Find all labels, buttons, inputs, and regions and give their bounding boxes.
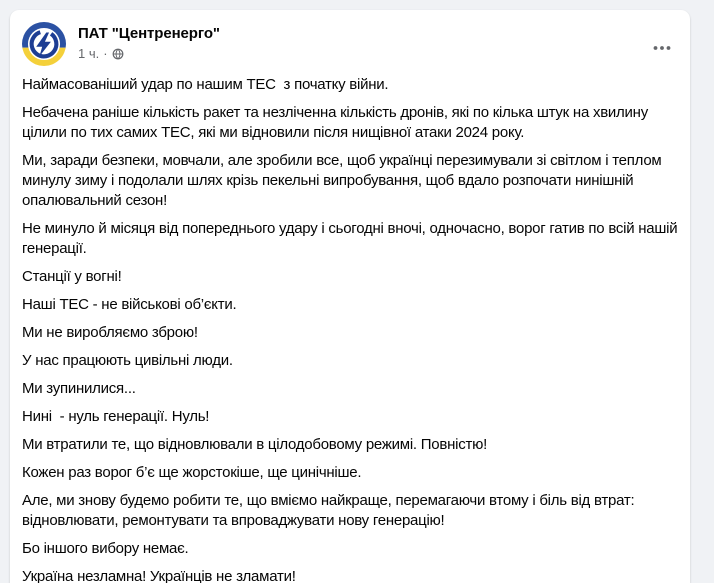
post-header — [10, 10, 690, 66]
post-paragraph: Не минуло й місяця від попереднього удару і сьогодні вночі, одночасно, ворог гатив по всій нашій генерації. — [22, 220, 682, 257]
post-paragraph: Україна незламна! Українців не зламати! — [22, 568, 296, 583]
post-paragraph: Бо іншого вибору немає. — [22, 540, 189, 557]
avatar[interactable] — [22, 22, 66, 66]
post-paragraph: Ми не виробляємо зброю! — [22, 324, 198, 341]
header-meta — [78, 22, 220, 62]
post-menu-button[interactable] — [644, 30, 680, 66]
post-meta — [78, 46, 220, 62]
post-paragraph: Станції у вогні! — [22, 268, 122, 285]
lightning-bolt-logo — [22, 22, 66, 66]
page-name-link[interactable]: ПАТ "Центренерго" — [78, 25, 220, 42]
post-paragraph: Ми зупинилися... — [22, 380, 136, 397]
post-card — [10, 10, 690, 583]
meta-separator: · — [103, 46, 108, 61]
post-paragraph: Але, ми знову будемо робити те, що вміємо найкраще, перемагаючи втому і біль від втрат: відновлювати, ремонтувати та впроваджувати нову генерацію! — [22, 492, 639, 529]
post-paragraph: Нині - нуль генерації. Нуль! — [22, 408, 210, 425]
post-paragraph: Ми, заради безпеки, мовчали, але зробили все, щоб українці перезимували зі світлом і теплом минулу зиму і подолали шлях крізь пекельні випробування, щоб вдало розпочати нинішній опалювальний сезон! — [22, 152, 666, 209]
globe-icon — [112, 48, 124, 60]
post-paragraph: Ми втратили те, що відновлювали в цілодобовому режимі. Повністю! — [22, 436, 487, 453]
post-paragraph: У нас працюють цивільні люди. — [22, 352, 233, 369]
post-paragraph: Наші ТЕС - не військові об’єкти. — [22, 296, 237, 313]
post-paragraph: Кожен раз ворог б’є ще жорстокіше, ще цинічніше. — [22, 464, 362, 481]
post-body — [10, 66, 690, 583]
ellipsis-icon — [652, 38, 672, 58]
post-paragraph: Наймасованіший удар по нашим ТЕС з початку війни. — [22, 76, 389, 93]
post-paragraph: Небачена раніше кількість ракет та незліченна кількість дронів, які по кілька штук на хвилину цілили по тих самих ТЕС, які ми відновили після нищівної атаки 2024 року. — [22, 104, 652, 141]
timestamp[interactable]: 1 ч. — [78, 46, 100, 61]
